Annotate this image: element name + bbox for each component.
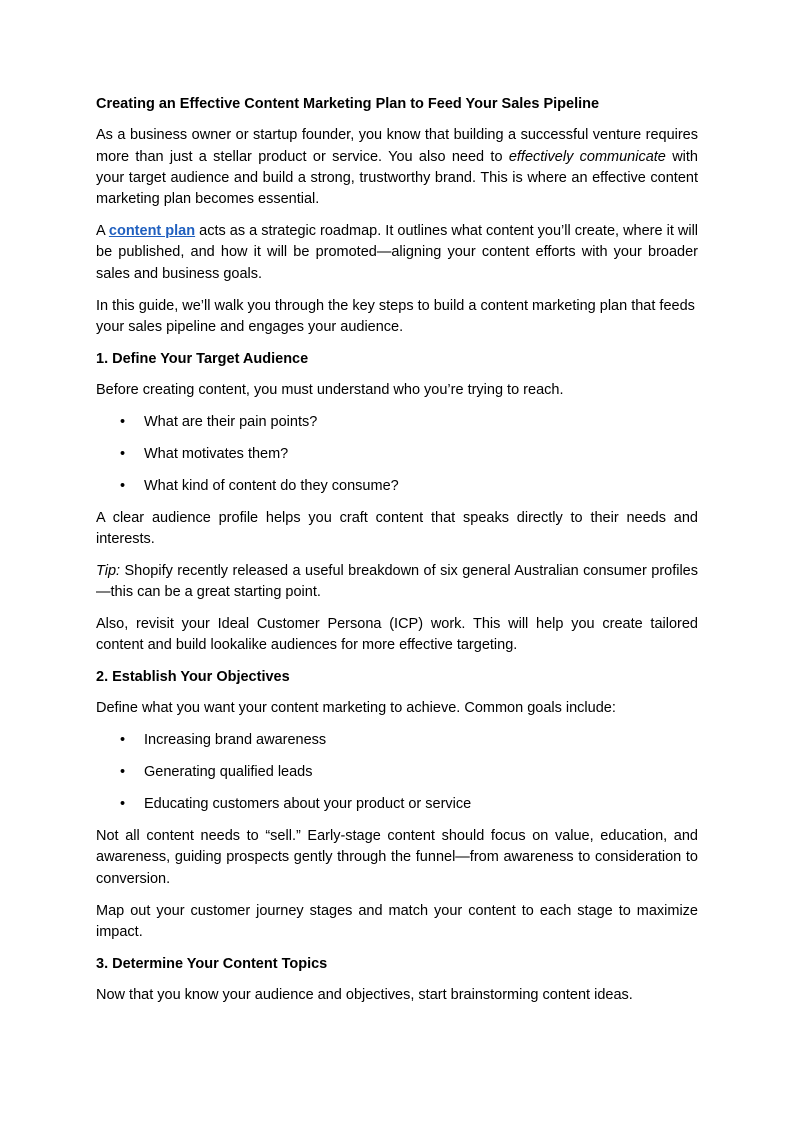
section-2-paragraph-map: Map out your customer journey stages and match your content to each stage to maximize impact.: [96, 902, 698, 940]
bullet-icon: •: [120, 732, 126, 749]
section-2-paragraph-sell: Not all content needs to “sell.” Early-stage content should focus on value, education, and awareness, guiding prospects gently through the funnel—from awareness to consideration to conversion.: [96, 828, 698, 887]
list-item: [120, 730, 698, 751]
goals-list: [96, 730, 698, 815]
list-item: [120, 444, 698, 465]
section-1-lead: Before creating content, you must understand who you’re trying to reach.: [96, 382, 564, 399]
intro-text: with your target audience and build a strong, trustworthy brand. This is where an effective content marketing plan becomes essential.: [96, 148, 698, 208]
section-heading-objectives: 2. Establish Your Objectives: [96, 669, 290, 686]
bullet-icon: •: [120, 413, 126, 430]
list-item-text: What motivates them?: [144, 445, 289, 462]
bullet-icon: •: [120, 764, 126, 781]
section-heading-topics: 3. Determine Your Content Topics: [96, 955, 328, 972]
icp-paragraph: Also, revisit your Ideal Customer Persona (ICP) work. This will help you create tailored content and build lookalike audiences for more effective targeting.: [96, 615, 698, 654]
intro-text: acts as a strategic roadmap. It outlines what content you’ll create, where it will be published, and how it will be promoted—aligning your content efforts with your broader sales and business goals.: [96, 223, 699, 282]
content-plan-link[interactable]: content plan: [108, 223, 196, 240]
intro-paragraph-2: [96, 221, 698, 285]
section-1-paragraph: A clear audience profile helps you craft content that speaks directly to their needs and interests.: [96, 509, 698, 547]
intro-paragraph-3: In this guide, we’ll walk you through the key steps to build a content marketing plan that feeds your sales pipeline and engages your audience.: [96, 297, 695, 335]
section-3-lead: Now that you know your audience and objectives, start brainstorming content ideas.: [96, 987, 633, 1003]
list-item-text: Generating qualified leads: [144, 764, 313, 781]
list-item: [120, 476, 698, 497]
tip-text: Shopify recently released a useful breakdown of six general Australian consumer profiles—this can be a great starting point.: [96, 562, 698, 601]
list-item: [120, 794, 698, 815]
emphasis-text: effectively communicate: [508, 148, 666, 165]
audience-question-list: [96, 412, 698, 497]
intro-text: As a business owner or startup founder, you know that building a successful venture requires more than just a stellar product or service. You also need to: [96, 127, 698, 165]
intro-text: A: [96, 223, 109, 240]
document-title: Creating an Effective Content Marketing Plan to Feed Your Sales Pipeline: [96, 96, 600, 112]
tip-paragraph: [96, 561, 698, 604]
bullet-icon: •: [120, 796, 126, 813]
bullet-icon: •: [120, 445, 126, 462]
bullet-icon: •: [120, 477, 126, 494]
section-2-lead: Define what you want your content marketing to achieve. Common goals include:: [96, 700, 616, 717]
section-heading-audience: 1. Define Your Target Audience: [96, 350, 309, 367]
list-item-text: What kind of content do they consume?: [144, 477, 399, 494]
list-item-text: What are their pain points?: [144, 413, 318, 430]
list-item-text: Educating customers about your product or service: [144, 796, 472, 813]
tip-label: Tip:: [96, 562, 121, 579]
list-item-text: Increasing brand awareness: [144, 732, 327, 749]
list-item: [120, 412, 698, 433]
intro-paragraph-1: [96, 125, 698, 210]
list-item: [120, 762, 698, 783]
